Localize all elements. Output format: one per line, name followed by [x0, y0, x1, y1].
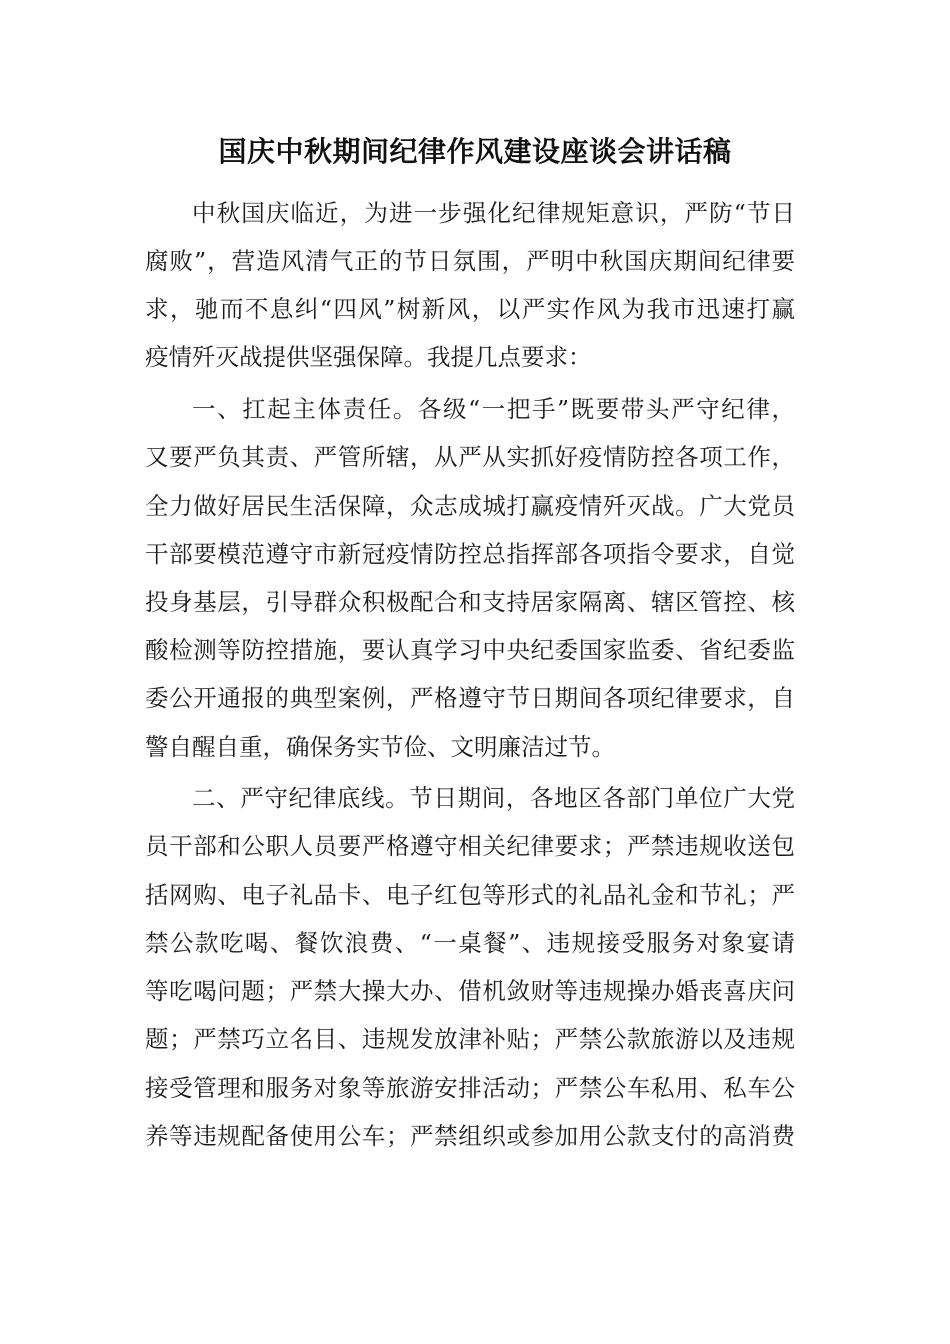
paragraph-2-line-6: 酸检测等防控措施，要认真学习中央纪委国家监委、省纪委监 — [145, 636, 795, 664]
paragraph-2-line-3: 全力做好居民生活保障，众志成城打赢疫情歼灭战。广大党员 — [145, 492, 795, 520]
paragraph-3-line-5: 等吃喝问题；严禁大操大办、借机敛财等违规操办婚丧喜庆问 — [145, 977, 795, 1005]
paragraph-3-line-8: 养等违规配备使用公车；严禁组织或参加用公款支付的高消费 — [145, 1122, 795, 1150]
paragraph-3-line-6: 题；严禁巧立名目、违规发放津补贴；严禁公款旅游以及违规 — [145, 1025, 795, 1053]
paragraph-1-line-3: 求，驰而不息纠“四风”树新风，以严实作风为我市迅速打赢 — [145, 295, 795, 323]
paragraph-2-line-5: 投身基层，引导群众积极配合和支持居家隔离、辖区管控、核 — [145, 588, 795, 616]
document-title: 国庆中秋期间纪律作风建设座谈会讲话稿 — [218, 135, 732, 168]
paragraph-3-line-2: 员干部和公职人员要严格遵守相关纪律要求；严禁违规收送包 — [145, 832, 795, 860]
paragraph-1-line-1: 中秋国庆临近，为进一步强化纪律规矩意识，严防“节日 — [192, 199, 795, 227]
paragraph-1-line-4: 疫情歼灭战提供坚强保障。我提几点要求： — [145, 343, 592, 371]
paragraph-2-line-7: 委公开通报的典型案例，严格遵守节日期间各项纪律要求，自 — [145, 684, 795, 712]
paragraph-2-line-8: 警自醒自重，确保务实节俭、文明廉洁过节。 — [145, 733, 615, 761]
paragraph-2-line-4: 干部要模范遵守市新冠疫情防控总指挥部各项指令要求，自觉 — [145, 540, 795, 568]
paragraph-3-line-4: 禁公款吃喝、餐饮浪费、“一桌餐”、违规接受服务对象宴请 — [145, 929, 795, 957]
paragraph-3-line-3: 括网购、电子礼品卡、电子红包等形式的礼品礼金和节礼；严 — [145, 881, 795, 909]
paragraph-2-line-2: 又要严负其责、严管所辖，从严从实抓好疫情防控各项工作， — [145, 443, 795, 471]
paragraph-1-line-2: 腐败”，营造风清气正的节日氛围，严明中秋国庆期间纪律要 — [145, 247, 795, 275]
paragraph-3-line-7: 接受管理和服务对象等旅游安排活动；严禁公车私用、私车公 — [145, 1074, 795, 1102]
paragraph-3-line-1: 二、严守纪律底线。节日期间，各地区各部门单位广大党 — [192, 784, 795, 812]
paragraph-2-line-1: 一、扛起主体责任。各级“一把手”既要带头严守纪律， — [192, 395, 795, 423]
